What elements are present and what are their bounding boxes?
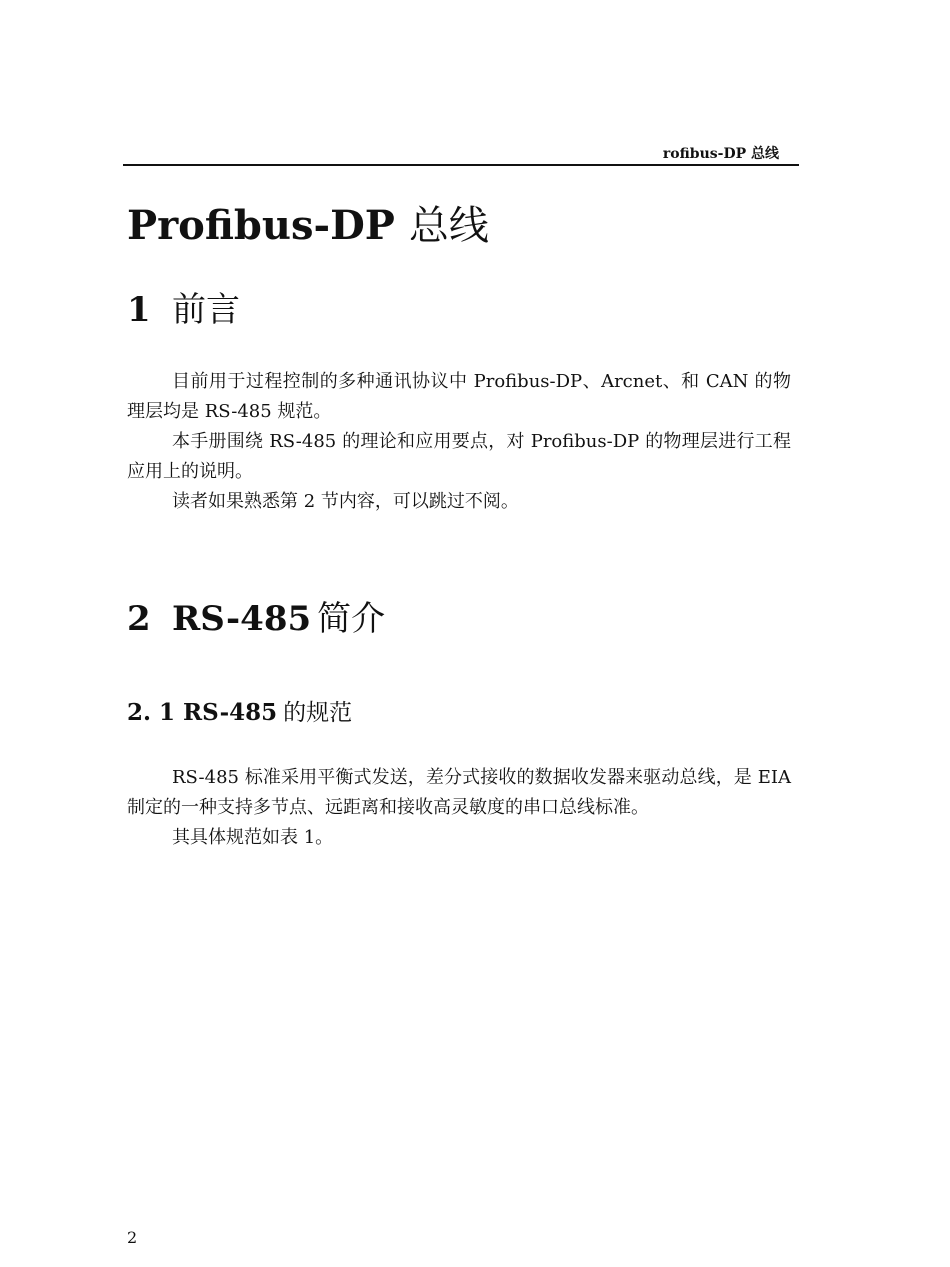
subsection-2-1-title: 的规范	[283, 700, 353, 726]
section-2-number: 2	[127, 599, 151, 639]
subsection-2-1-paragraph-1: RS-485 标准采用平衡式发送，差分式接收的数据收发器来驱动总线，是 EIA 制定的一种支持多节点、远距离和接收高灵敏度的串口总线标准。	[127, 767, 791, 818]
section-2-title-cjk: 简介	[317, 599, 386, 639]
subsection-2-1-paragraph-2: 其具体规范如表 1。	[172, 827, 334, 848]
subsection-2-1-number: 2. 1 RS-485	[127, 699, 278, 726]
subsection-2-1-body	[127, 763, 791, 853]
section-1-number: 1	[127, 290, 151, 330]
running-header	[123, 146, 799, 166]
section-1-heading	[127, 288, 240, 332]
running-header-title: rofibus-DP 总线	[662, 146, 779, 162]
document-title	[127, 200, 489, 252]
subsection-2-1-heading	[127, 698, 352, 728]
document-title-latin: Profibus-DP	[127, 202, 395, 249]
page-number: 2	[127, 1228, 138, 1247]
section-1-title: 前言	[172, 290, 240, 330]
section-2-heading	[127, 597, 385, 641]
section-1-body	[127, 367, 791, 517]
section-1-paragraph-1: 目前用于过程控制的多种通讯协议中 Profibus-DP、Arcnet、和 CAN 的物理层均是 RS-485 规范。	[127, 371, 791, 422]
section-2-title-latin: RS-485	[172, 599, 312, 639]
section-1-paragraph-2: 本手册围绕 RS-485 的理论和应用要点，对 Profibus-DP 的物理层进行工程应用上的说明。	[127, 431, 791, 482]
section-1-paragraph-3: 读者如果熟悉第 2 节内容，可以跳过不阅。	[172, 491, 519, 512]
document-title-cjk: 总线	[408, 203, 489, 249]
